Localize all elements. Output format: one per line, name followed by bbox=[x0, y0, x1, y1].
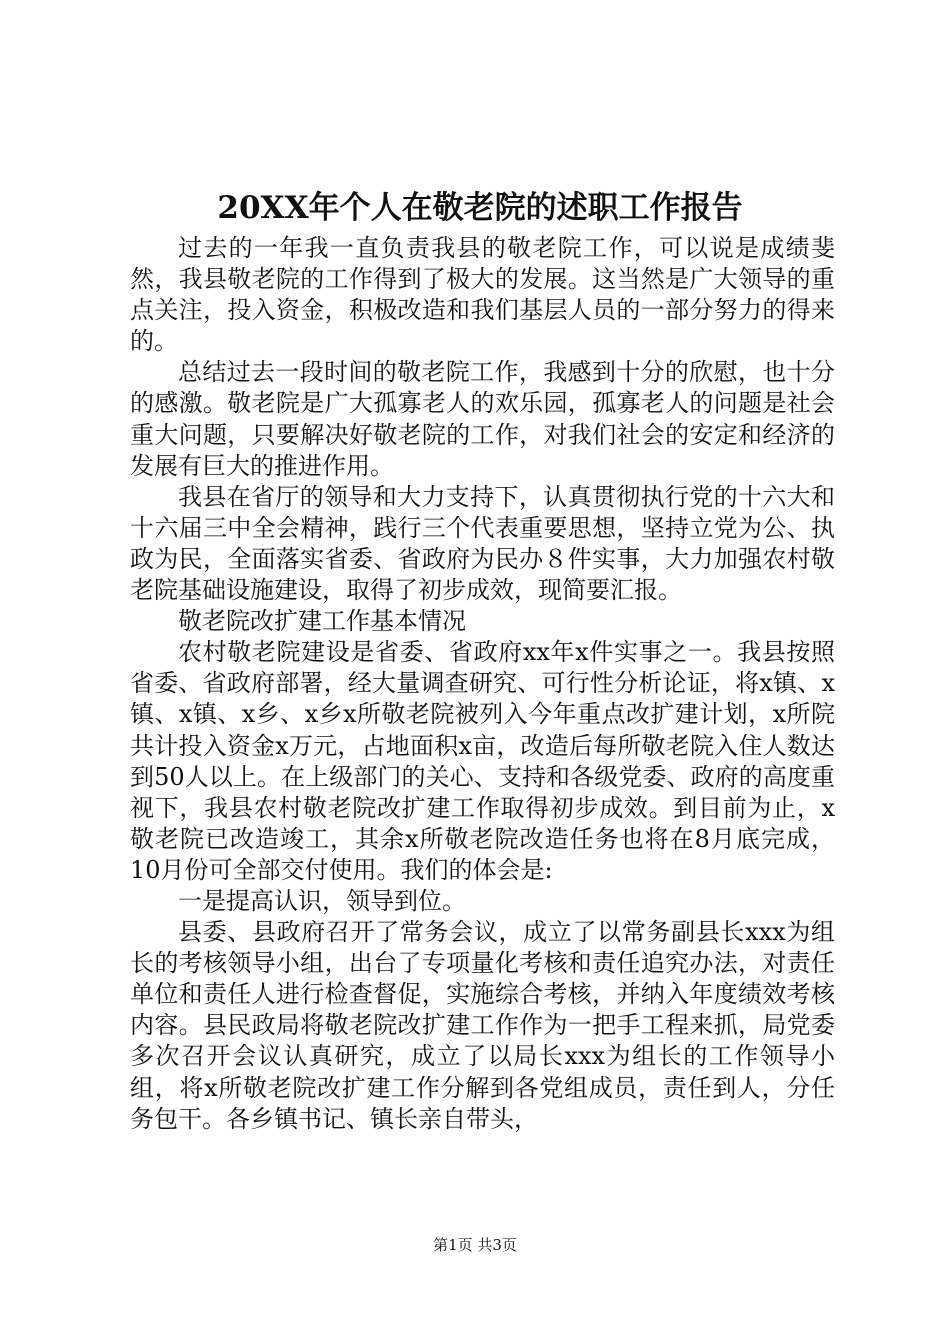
section-heading: 敬老院改扩建工作基本情况 bbox=[178, 607, 466, 636]
document-title: 20XX年个人在敬老院的述职工作报告 bbox=[217, 190, 743, 226]
paragraph-summary: 总结过去一段时间的敬老院工作，我感到十分的欣慰，也十分的感激。敬老院是广大孤寡老人的欢乐园，孤寡老人的问题是社会重大问题，只要解决好敬老院的工作，对我们社会的安定和经济的发展有巨大的推进作用。 bbox=[130, 358, 835, 480]
paragraph-construction: 农村敬老院建设是省委、省政府xx年x件实事之一。我县按照省委、省政府部署，经大量调查研究、可行性分析论证，将x镇、x镇、x镇、x乡、x乡x所敬老院被列入今年重点改扩建计划，x所院共计投入资金x万元，占地面积x亩，改造后每所敬老院入住人数达到50人以上。在上级部门的关心、支持和各级党委、政府的高度重视下，我县农村敬老院改扩建工作取得初步成效。到目前为止，x敬老院已改造竣工，其余x所敬老院改造任务也将在8月底完成，10月份可全部交付使用。我们的体会是: bbox=[130, 638, 835, 884]
document-body bbox=[130, 233, 835, 1135]
paragraph-overview: 我县在省厅的领导和大力支持下，认真贯彻执行党的十六大和十六届三中全会精神，践行三个代表重要思想，坚持立党为公、执政为民，全面落实省委、省政府为民办８件实事，大力加强农村敬老院基础设施建设，取得了初步成效，现简要汇报。 bbox=[130, 482, 835, 605]
page-footer: 第1页 共3页 bbox=[433, 1236, 517, 1254]
point-heading-1: 一是提高认识，领导到位。 bbox=[178, 886, 466, 915]
paragraph-intro: 过去的一年我一直负责我县的敬老院工作，可以说是成绩斐然，我县敬老院的工作得到了极大的发展。这当然是广大领导的重点关注，投入资金，积极改造和我们基层人员的一部分努力的得来的。 bbox=[130, 234, 835, 356]
paragraph-leadership: 县委、县政府召开了常务会议，成立了以常务副县长xxx为组长的考核领导小组，出台了专项量化考核和责任追究办法，对责任单位和责任人进行检查督促，实施综合考核，并纳入年度绩效考核内容。县民政局将敬老院改扩建工作作为一把手工程来抓，局党委多次召开会议认真研究，成立了以局长xxx为组长的工作领导小组，将x所敬老院改扩建工作分解到各党组成员，责任到人，分任务包干。各乡镇书记、镇长亲自带头， bbox=[130, 918, 835, 1133]
